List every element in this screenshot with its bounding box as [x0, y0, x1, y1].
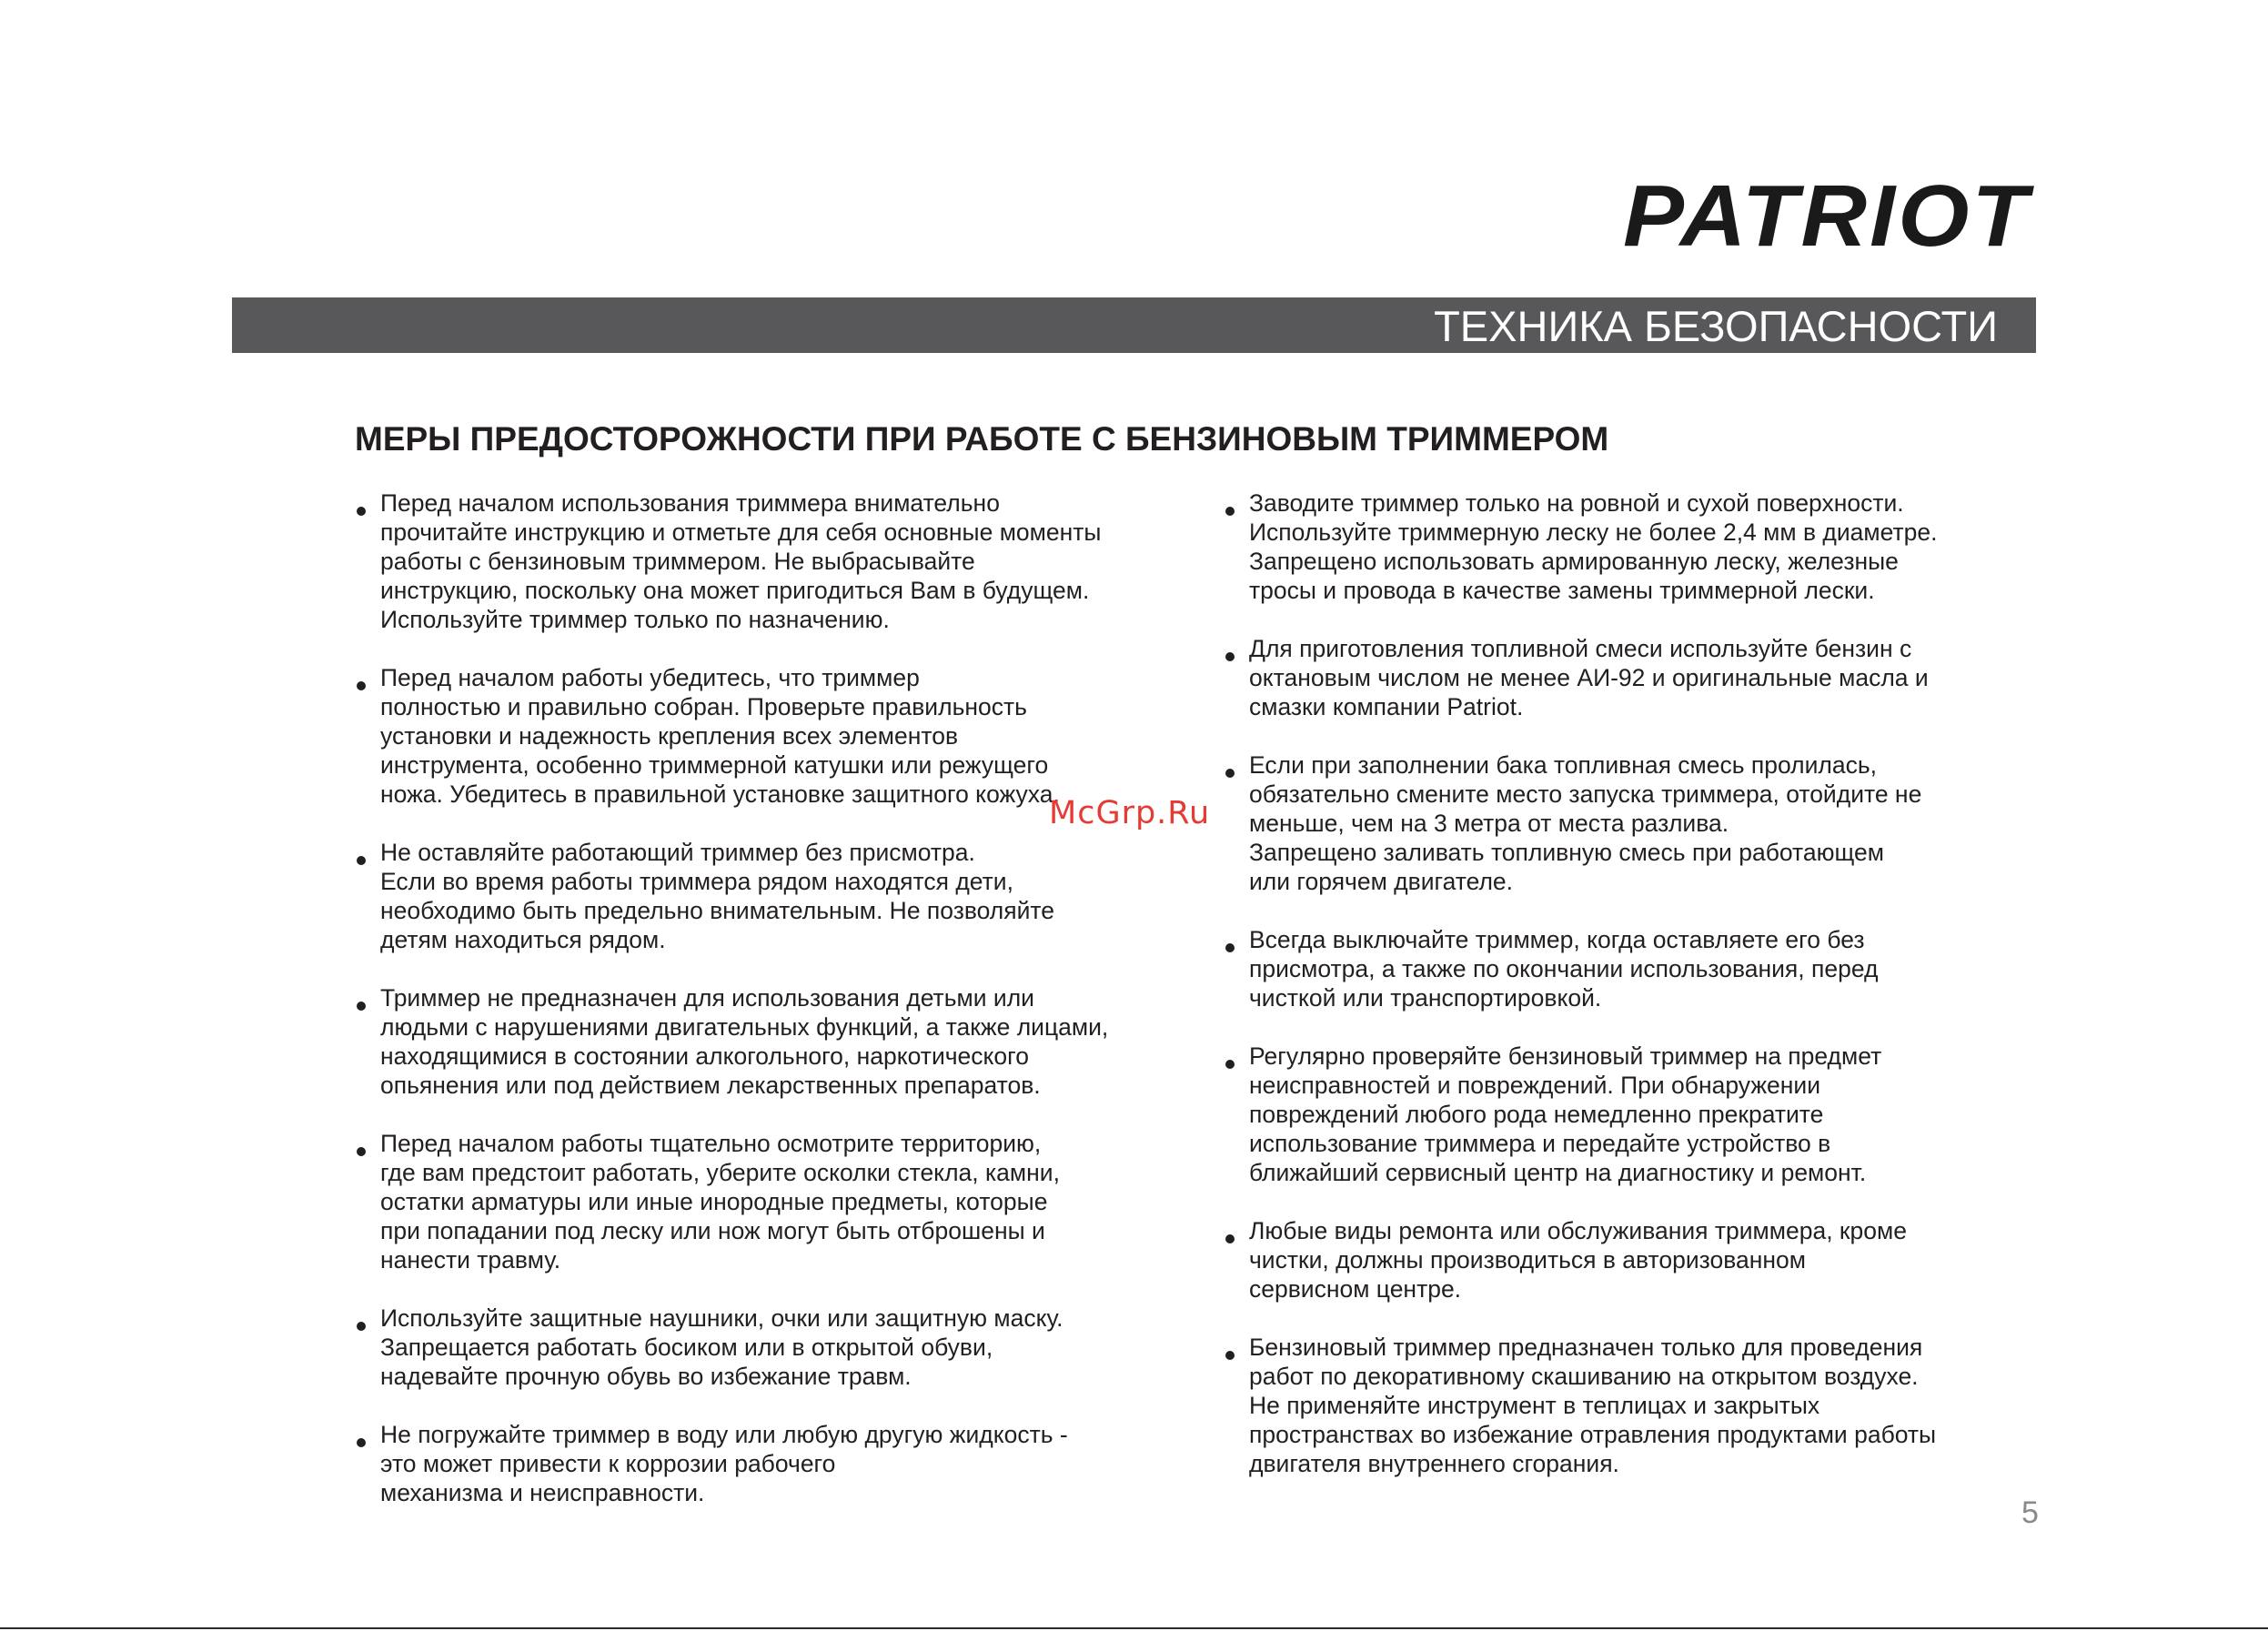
bullet-text-line: механизма и неисправности.: [380, 1479, 705, 1506]
bullet-text-line: повреждений любого рода немедленно прекратите: [1249, 1101, 1824, 1128]
bullet-dot-icon: [357, 1438, 366, 1447]
bullet-text-line: Регулярно проверяйте бензиновый триммер на предмет: [1249, 1042, 1882, 1070]
bullet-dot-icon: [1225, 652, 1235, 661]
bullet-text-line: Если во время работы триммера рядом находятся дети,: [380, 868, 1013, 895]
bullet-text-line: присмотра, а также по окончании использования, перед: [1249, 955, 1879, 982]
bullet-text-line: чисткой или транспортировкой.: [1249, 984, 1602, 1012]
bullet-text-line: неисправностей и повреждений. При обнаружении: [1249, 1072, 1821, 1099]
page-heading: МЕРЫ ПРЕДОСТОРОЖНОСТИ ПРИ РАБОТЕ С БЕНЗИНОВЫМ ТРИММЕРОМ: [355, 420, 1609, 458]
bullet-text-line: Бензиновый триммер предназначен только для проведения: [1249, 1334, 1923, 1361]
bullet-text-line: инструкцию, поскольку она может пригодиться Вам в будущем.: [380, 577, 1090, 604]
patriot-logo: [1619, 164, 2038, 273]
bullet-text-line: Если при заполнении бака топливная смесь пролилась,: [1249, 751, 1878, 779]
bullet-dot-icon: [357, 1002, 366, 1011]
left-column: [355, 488, 1210, 1536]
bullet-text-line: Используйте триммер только по назначению.: [380, 606, 890, 633]
bullet-text-line: находящимися в состоянии алкогольного, наркотического: [380, 1042, 1029, 1070]
bullet-item: [355, 983, 1210, 1100]
page-number: 5: [2021, 1495, 2039, 1530]
bullet-text-line: Не оставляйте работающий триммер без присмотра.: [380, 839, 975, 866]
bullet-item: [1224, 634, 2024, 721]
bullet-text-line: необходимо быть предельно внимательным. Не позволяйте: [380, 897, 1054, 924]
bullet-text-line: ножа. Убедитесь в правильной установке защитного кожуха.: [380, 780, 1060, 808]
bullet-dot-icon: [1225, 769, 1235, 778]
bullet-text-line: Всегда выключайте триммер, когда оставляете его без: [1249, 926, 1865, 953]
bullet-item: [355, 1129, 1210, 1274]
watermark-link[interactable]: McGrp.Ru: [1049, 795, 1211, 831]
bullet-text-line: это может привести к коррозии рабочего: [380, 1450, 836, 1477]
bullet-dot-icon: [357, 856, 366, 865]
bullet-text-line: Для приготовления топливной смеси используйте бензин с: [1249, 635, 1912, 662]
bullet-text-line: при попадании под леску или нож могут быть отброшены и: [380, 1217, 1045, 1244]
bullet-dot-icon: [357, 507, 366, 516]
bullet-text-line: инструмента, особенно триммерной катушки или режущего: [380, 751, 1049, 779]
bullet-text-line: людьми с нарушениями двигательных функций, а также лицами,: [380, 1013, 1109, 1041]
bullet-text-line: опьянения или под действием лекарственных препаратов.: [380, 1072, 1041, 1099]
bullet-item: [1224, 750, 2024, 896]
bullet-item: [355, 663, 1210, 809]
bullet-dot-icon: [1225, 1351, 1235, 1360]
bullet-text-line: Триммер не предназначен для использования детьми или: [380, 984, 1034, 1012]
section-header-bar: [232, 297, 2036, 353]
bullet-text-line: прочитайте инструкцию и отметьте для себя основные моменты: [380, 518, 1102, 546]
bullet-text-line: где вам предстоит работать, уберите осколки стекла, камни,: [380, 1159, 1060, 1186]
bullet-text-line: октановым числом не менее АИ-92 и оригинальные масла и: [1249, 664, 1929, 691]
bullet-text-line: Не применяйте инструмент в теплицах и закрытых: [1249, 1392, 1820, 1419]
bullet-item: [355, 1304, 1210, 1391]
bullet-text-line: Перед началом работы убедитесь, что триммер: [380, 664, 920, 691]
bullet-text-line: или горячем двигателе.: [1249, 868, 1514, 895]
patriot-logo-mark: [1619, 164, 2038, 273]
bullet-text-line: детям находиться рядом.: [380, 926, 666, 953]
bullet-item: [1224, 1216, 2024, 1304]
bullet-item: [355, 838, 1210, 954]
bullet-dot-icon: [1225, 1234, 1235, 1243]
right-column: [1224, 488, 2024, 1507]
bullet-dot-icon: [1225, 507, 1235, 516]
section-title: ТЕХНИКА БЕЗОПАСНОСТИ: [1434, 302, 1998, 350]
bullet-text-line: нанести травму.: [380, 1246, 561, 1274]
bullet-text-line: работ по декоративному скашиванию на открытом воздухе.: [1249, 1363, 1919, 1390]
bullet-item: [355, 1420, 1210, 1507]
bottom-divider: [0, 1627, 2268, 1629]
bullet-text-line: сервисном центре.: [1249, 1275, 1462, 1303]
bullet-text-line: Запрещено использовать армированную леску, железные: [1249, 548, 1899, 575]
bullet-text-line: тросы и провода в качестве замены триммерной лески.: [1249, 577, 1875, 604]
bullet-text-line: работы с бензиновым триммером. Не выбрасывайте: [380, 548, 975, 575]
bullet-text-line: Не погружайте триммер в воду или любую другую жидкость -: [380, 1421, 1068, 1448]
bullet-text-line: пространствах во избежание отравления продуктами работы: [1249, 1421, 1937, 1448]
bullet-item: [1224, 1042, 2024, 1187]
bullet-dot-icon: [357, 681, 366, 690]
bullet-dot-icon: [1225, 1060, 1235, 1069]
bullet-text-line: Используйте триммерную леску не более 2,4 мм в диаметре.: [1249, 518, 1938, 546]
patriot-logo-text: PATRIOT: [1623, 167, 2035, 265]
bullet-dot-icon: [1225, 943, 1235, 952]
bullet-text-line: ближайший сервисный центр на диагностику и ремонт.: [1249, 1159, 1867, 1186]
bullet-text-line: Любые виды ремонта или обслуживания триммера, кроме: [1249, 1217, 1907, 1244]
bullet-text-line: чистки, должны производиться в авторизованном: [1249, 1246, 1806, 1274]
bullet-text-line: установки и надежность крепления всех элементов: [380, 722, 959, 750]
bullet-text-line: Запрещается работать босиком или в открытой обуви,: [380, 1334, 993, 1361]
bullet-text-line: меньше, чем на 3 метра от места разлива.: [1249, 810, 1729, 837]
bullet-text-line: двигателя внутреннего сгорания.: [1249, 1450, 1619, 1477]
bullet-item: [1224, 488, 2024, 605]
bullet-dot-icon: [357, 1322, 366, 1331]
bullet-text-line: Запрещено заливать топливную смесь при работающем: [1249, 839, 1884, 866]
bullet-dot-icon: [357, 1147, 366, 1156]
bullet-text-line: Перед началом работы тщательно осмотрите территорию,: [380, 1130, 1042, 1157]
bullet-text-line: остатки арматуры или иные инородные предметы, которые: [380, 1188, 1048, 1215]
bullet-text-line: полностью и правильно собран. Проверьте правильность: [380, 693, 1027, 720]
bullet-text-line: Заводите триммер только на ровной и сухой поверхности.: [1249, 489, 1904, 517]
bullet-text-line: смазки компании Patriot.: [1249, 693, 1524, 720]
bullet-item: [355, 488, 1210, 634]
bullet-text-line: надевайте прочную обувь во избежание травм.: [380, 1363, 912, 1390]
bullet-text-line: Используйте защитные наушники, очки или защитную маску.: [380, 1304, 1063, 1332]
bullet-text-line: Перед началом использования триммера внимательно: [380, 489, 1000, 517]
bullet-text-line: обязательно смените место запуска триммера, отойдите не: [1249, 780, 1922, 808]
bullet-item: [1224, 1333, 2024, 1478]
bullet-text-line: использование триммера и передайте устройство в: [1249, 1130, 1831, 1157]
bullet-item: [1224, 925, 2024, 1012]
